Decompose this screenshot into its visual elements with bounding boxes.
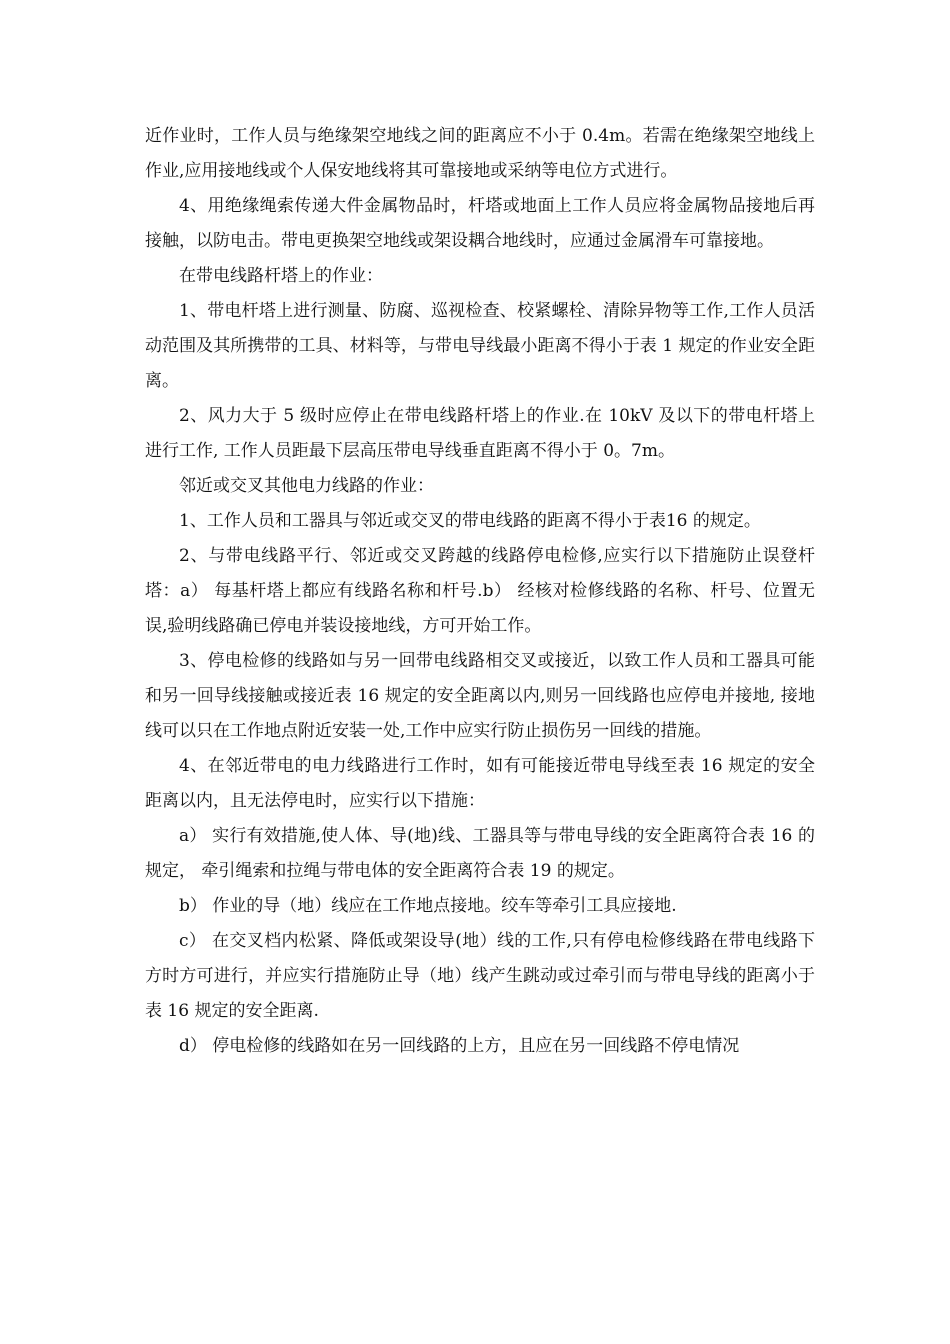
list-item: d） 停电检修的线路如在另一回线路的上方，且应在另一回线路不停电情况 xyxy=(179,1036,740,1056)
paragraph: 1、工作人员和工器具与邻近或交叉的带电线路的距离不得小于表16 的规定。 xyxy=(179,511,761,531)
paragraph: 4、用绝缘绳索传递大件金属物品时，杆塔或地面上工作人员应将金属物品接地后再接触，以防电击。带电更换架空地线或架设耦合地线时，应通过金属滑车可靠接地。 xyxy=(145,196,815,251)
section-heading: 在带电线路杆塔上的作业： xyxy=(179,266,383,286)
list-item: c） 在交叉档内松紧、降低或架设导(地）线的工作,只有停电检修线路在带电线路下方时方可进行，并应实行措施防止导（地）线产生跳动或过牵引而与带电导线的距离小于表 16 规定的安全距离. xyxy=(145,931,815,1021)
paragraph: 2、风力大于 5 级时应停止在带电线路杆塔上的作业.在 10kV 及以下的带电杆塔上进行工作, 工作人员距最下层高压带电导线垂直距离不得小于 0。7m。 xyxy=(145,406,816,461)
paragraph: 1、带电杆塔上进行测量、防腐、巡视检查、校紧螺栓、清除异物等工作,工作人员活动范围及其所携带的工具、材料等，与带电导线最小距离不得小于表 1 规定的作业安全距离。 xyxy=(145,301,815,391)
section-heading: 邻近或交叉其他电力线路的作业： xyxy=(179,476,434,496)
document-page xyxy=(145,119,815,1064)
paragraph: 3、停电检修的线路如与另一回带电线路相交叉或接近，以致工作人员和工器具可能和另一回导线接触或接近表 16 规定的安全距离以内,则另一回线路也应停电并接地, 接地线可以只在工作地点附近安装一处,工作中应实行防止损伤另一回线的措施。 xyxy=(145,651,815,741)
paragraph: 2、与带电线路平行、邻近或交叉跨越的线路停电检修,应实行以下措施防止误登杆塔：a） 每基杆塔上都应有线路名称和杆号.b） 经核对检修线路的名称、杆号、位置无误,验明线路确已停电并装设接地线，方可开始工作。 xyxy=(145,546,815,636)
paragraph: 4、在邻近带电的电力线路进行工作时，如有可能接近带电导线至表 16 规定的安全距离以内，且无法停电时，应实行以下措施： xyxy=(145,756,815,811)
list-item: a） 实行有效措施,使人体、导(地)线、工器具等与带电导线的安全距离符合表 16 的规定， 牵引绳索和拉绳与带电体的安全距离符合表 19 的规定。 xyxy=(145,826,815,881)
paragraph: 近作业时，工作人员与绝缘架空地线之间的距离应不小于 0.4m。若需在绝缘架空地线上作业,应用接地线或个人保安地线将其可靠接地或采纳等电位方式进行。 xyxy=(145,126,815,181)
list-item: b） 作业的导（地）线应在工作地点接地。绞车等牵引工具应接地. xyxy=(179,896,677,916)
